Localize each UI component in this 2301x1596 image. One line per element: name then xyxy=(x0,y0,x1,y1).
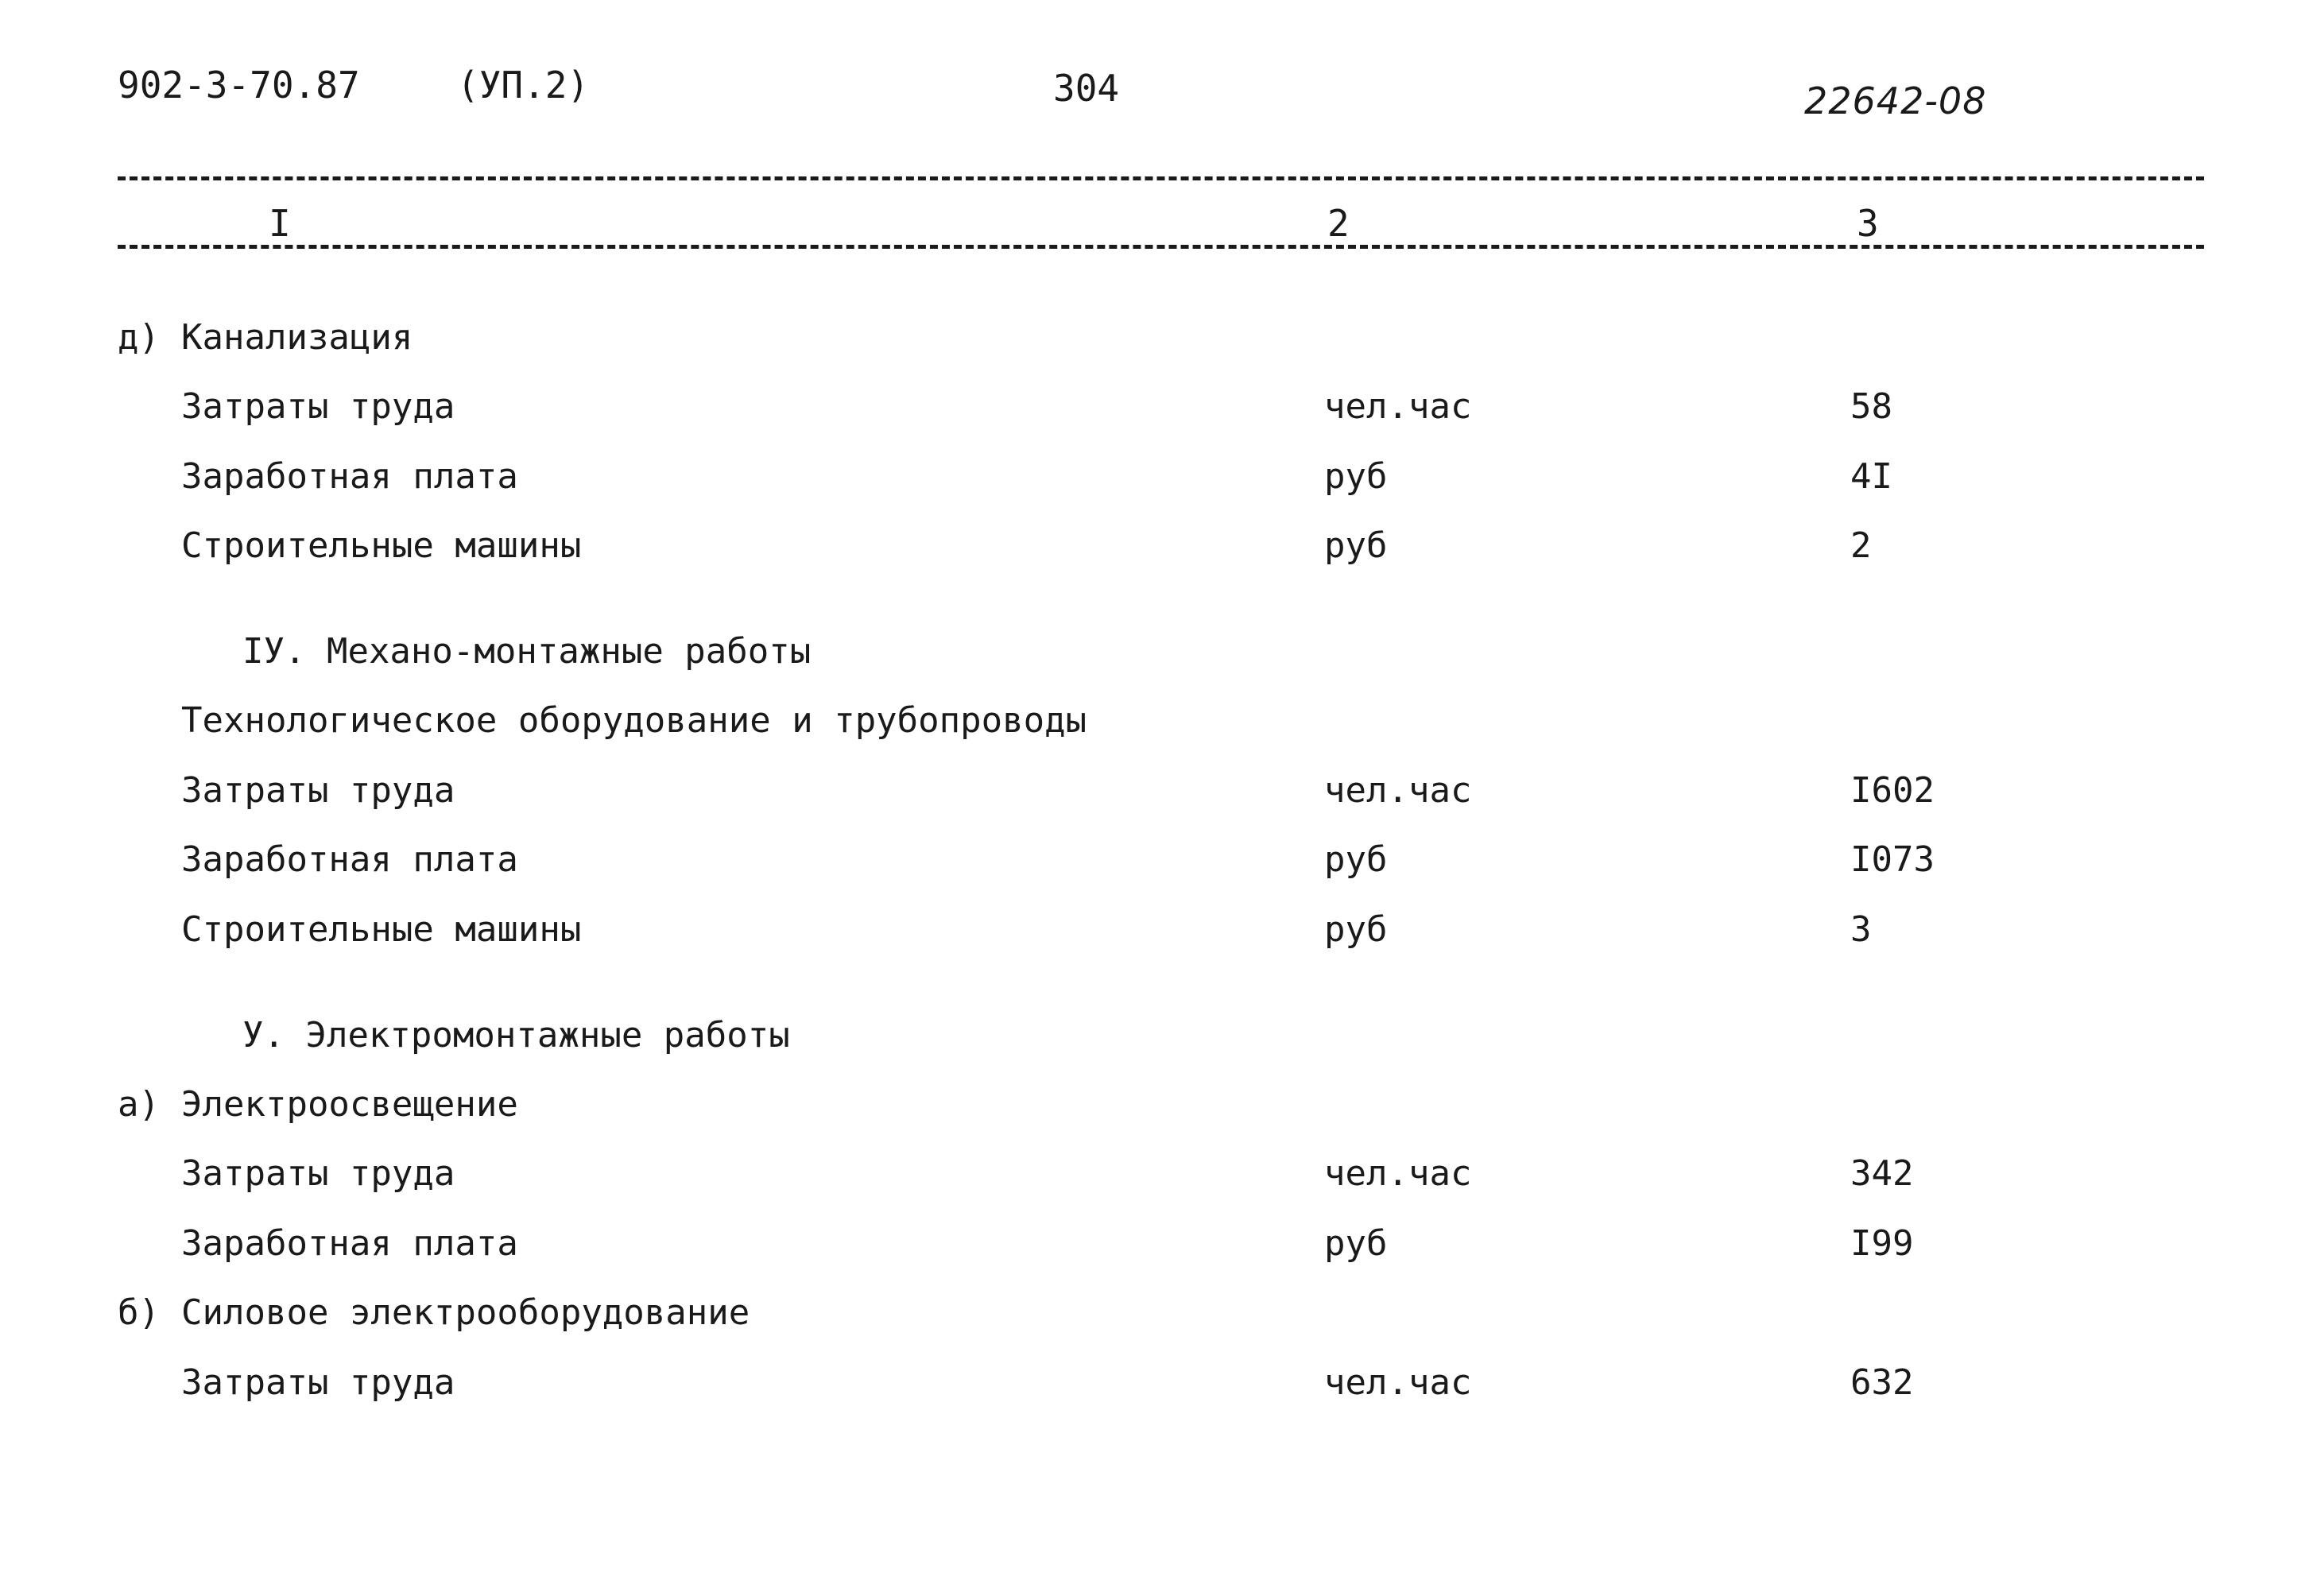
row-value: 58 xyxy=(1850,386,1892,427)
row-name: Технологическое оборудование и трубопроводы xyxy=(181,700,1087,741)
row-value: I602 xyxy=(1850,770,1935,811)
document-code: 902-3-70.87 xyxy=(118,64,360,107)
row-name: Затраты труда xyxy=(181,386,455,427)
row-name: Строительные машины xyxy=(181,525,582,566)
table-row xyxy=(0,1359,2301,1407)
column-header-2: 2 xyxy=(1323,205,1354,242)
row-unit: чел.час xyxy=(1324,1362,1472,1403)
row-name: Электроосвещение xyxy=(181,1084,518,1125)
table-row xyxy=(0,1289,2301,1337)
table-top-rule xyxy=(118,176,2204,180)
row-name: Затраты труда xyxy=(181,1153,455,1194)
table-row xyxy=(0,1220,2301,1268)
row-unit: руб xyxy=(1324,839,1388,880)
row-name: Строительные машины xyxy=(181,909,582,950)
row-name: Заработная плата xyxy=(181,456,518,497)
table-header-rule xyxy=(118,245,2204,249)
column-header-3: 3 xyxy=(1852,205,1884,242)
row-marker: а) xyxy=(118,1084,160,1125)
row-name: Канализация xyxy=(181,317,413,358)
table-row xyxy=(0,383,2301,431)
row-value: I99 xyxy=(1850,1223,1914,1264)
row-unit: чел.час xyxy=(1324,386,1472,427)
row-unit: руб xyxy=(1324,525,1388,566)
row-marker: б) xyxy=(118,1292,160,1333)
row-name: Затраты труда xyxy=(181,1362,455,1403)
row-name: Заработная плата xyxy=(181,1223,518,1264)
row-unit: чел.час xyxy=(1324,770,1472,811)
table-row xyxy=(0,1081,2301,1129)
row-value: I073 xyxy=(1850,839,1935,880)
row-unit: руб xyxy=(1324,1223,1388,1264)
document-section: (УП.2) xyxy=(457,64,590,107)
row-unit: руб xyxy=(1324,456,1388,497)
table-row xyxy=(0,767,2301,815)
row-name: Заработная плата xyxy=(181,839,518,880)
row-value: 632 xyxy=(1850,1362,1914,1403)
section-heading: IУ. Механо-монтажные работы xyxy=(242,631,812,672)
section-heading-row xyxy=(0,1012,2301,1059)
column-header-1: I xyxy=(264,205,296,242)
row-name: Затраты труда xyxy=(181,770,455,811)
page-number: 304 xyxy=(1053,67,1120,110)
table-row xyxy=(0,314,2301,362)
row-unit: руб xyxy=(1324,909,1388,950)
row-marker: д) xyxy=(118,317,160,358)
table-row xyxy=(0,697,2301,745)
handwritten-number: 22642-08 xyxy=(1804,79,1987,122)
table-row xyxy=(0,1150,2301,1198)
row-unit: чел.час xyxy=(1324,1153,1472,1194)
table-row xyxy=(0,836,2301,884)
row-value: 342 xyxy=(1850,1153,1914,1194)
row-value: 2 xyxy=(1850,525,1872,566)
section-heading-row xyxy=(0,628,2301,676)
section-heading: У. Электромонтажные работы xyxy=(242,1015,790,1056)
table-row xyxy=(0,522,2301,570)
table-row xyxy=(0,906,2301,954)
row-value: 4I xyxy=(1850,456,1892,497)
table-row xyxy=(0,453,2301,501)
row-name: Силовое электрооборудование xyxy=(181,1292,750,1333)
row-value: 3 xyxy=(1850,909,1872,950)
